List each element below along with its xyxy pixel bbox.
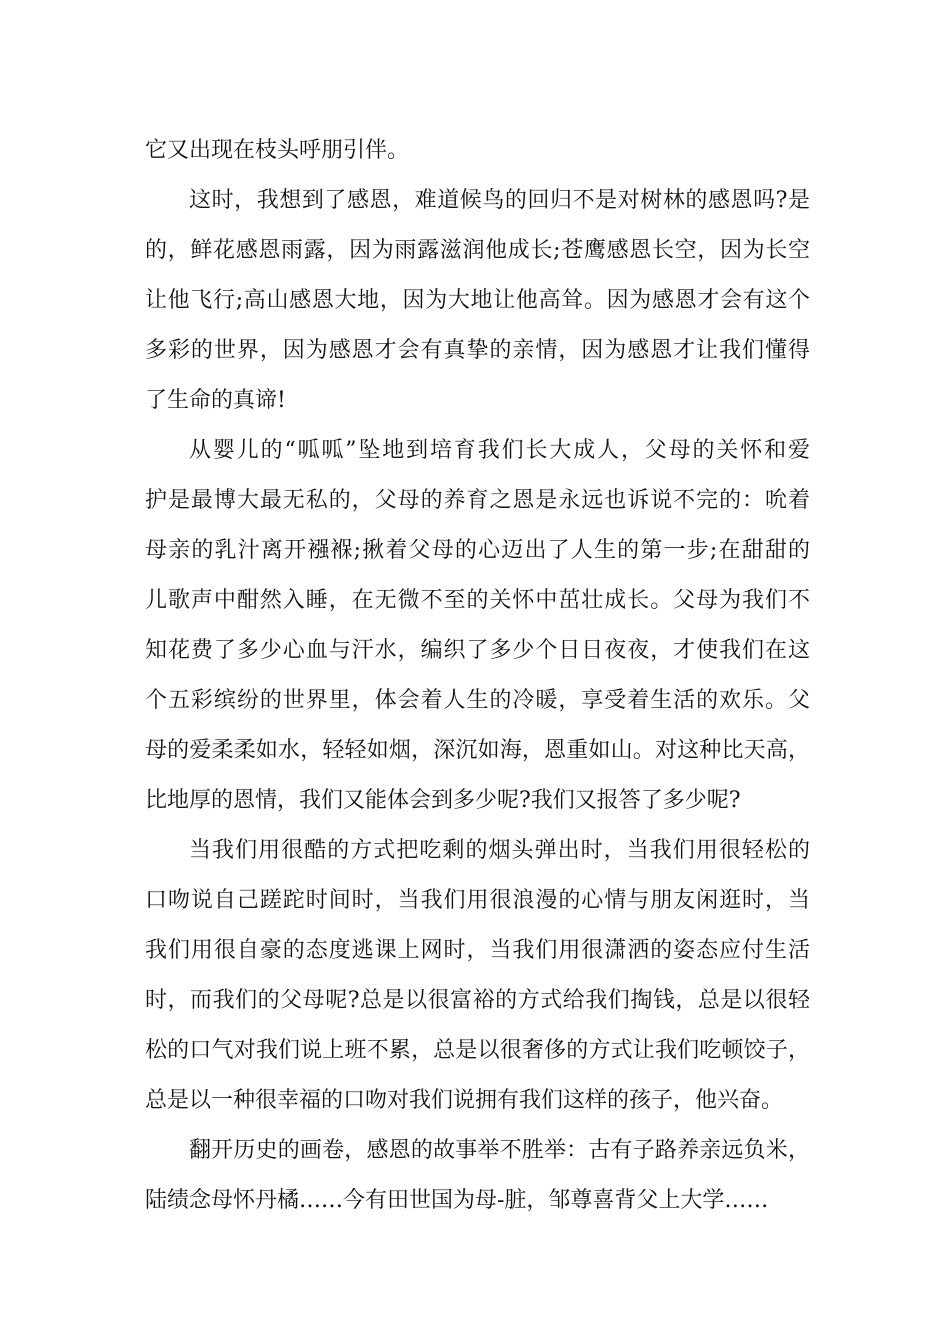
text-line: 陆绩念母怀丹橘……今有田世国为母-脏，邹尊喜背父上大学……	[145, 1188, 769, 1213]
text-line: 的，鲜花感恩雨露，因为雨露滋润他成长;苍鹰感恩长空，因为长空	[145, 238, 810, 263]
text-line: 这时，我想到了感恩，难道候鸟的回归不是对树林的感恩吗?是	[189, 188, 810, 213]
text-line: 母的爱柔柔如水，轻轻如烟，深沉如海，恩重如山。对这种比天高，	[145, 738, 810, 763]
text-line: 当我们用很酷的方式把吃剩的烟头弹出时，当我们用很轻松的	[189, 838, 810, 863]
text-line: 个五彩缤纷的世界里，体会着人生的冷暖，享受着生活的欢乐。父	[145, 688, 810, 713]
text-line: 了生命的真谛!	[145, 388, 286, 413]
text-line: 翻开历史的画卷，感恩的故事举不胜举：古有子路养亲远负米，	[189, 1138, 810, 1163]
document-body	[145, 126, 810, 1226]
text-line: 儿歌声中酣然入睡，在无微不至的关怀中茁壮成长。父母为我们不	[145, 588, 810, 613]
text-line: 护是最博大最无私的，父母的养育之恩是永远也诉说不完的：吮着	[145, 488, 810, 513]
text-line: 时，而我们的父母呢?总是以很富裕的方式给我们掏钱，总是以很轻	[145, 988, 810, 1013]
text-line: 比地厚的恩情，我们又能体会到多少呢?我们又报答了多少呢?	[145, 788, 741, 813]
text-line: 松的口气对我们说上班不累，总是以很奢侈的方式让我们吃顿饺子，	[145, 1038, 810, 1063]
text-line: 从婴儿的“呱呱”坠地到培育我们长大成人，父母的关怀和爱	[189, 438, 810, 463]
text-line: 让他飞行;高山感恩大地，因为大地让他高耸。因为感恩才会有这个	[145, 288, 810, 313]
paragraph-4	[145, 826, 810, 1126]
paragraph-1	[145, 126, 810, 176]
text-line: 我们用很自豪的态度逃课上网时，当我们用很潇洒的姿态应付生活	[145, 938, 810, 963]
paragraph-5	[145, 1126, 810, 1226]
text-line: 多彩的世界，因为感恩才会有真挚的亲情，因为感恩才让我们懂得	[145, 338, 810, 363]
text-line: 总是以一种很幸福的口吻对我们说拥有我们这样的孩子，他兴奋。	[145, 1088, 784, 1113]
text-line: 母亲的乳汁离开襁褓;揪着父母的心迈出了人生的第一步;在甜甜的	[145, 538, 810, 563]
paragraph-3	[145, 426, 810, 826]
paragraph-2	[145, 176, 810, 426]
text-line: 知花费了多少心血与汗水，编织了多少个日日夜夜，才使我们在这	[145, 638, 810, 663]
text-line: 口吻说自己蹉跎时间时，当我们用很浪漫的心情与朋友闲逛时，当	[145, 888, 810, 913]
text-line: 它又出现在枝头呼朋引伴。	[145, 138, 410, 163]
